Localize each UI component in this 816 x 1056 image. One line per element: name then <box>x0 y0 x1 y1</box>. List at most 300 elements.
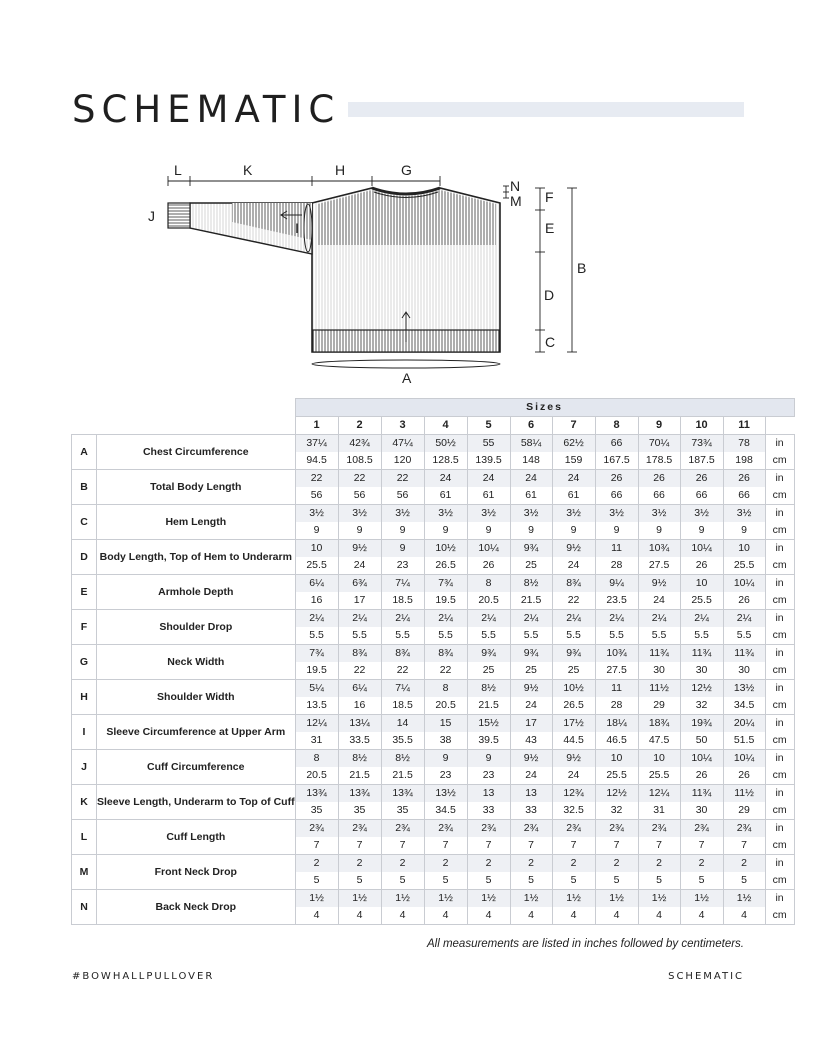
value-in: 2¼ <box>723 610 765 628</box>
value-cm: 4 <box>295 907 338 925</box>
unit-in: in <box>765 645 794 663</box>
unit-cm: cm <box>765 487 794 505</box>
value-cm: 25.5 <box>638 767 680 785</box>
value-cm: 35 <box>338 802 381 820</box>
value-cm: 5.5 <box>381 627 424 645</box>
label-E: E <box>545 220 555 236</box>
value-cm: 9 <box>680 522 723 540</box>
value-in: 2¼ <box>338 610 381 628</box>
value-in: 9 <box>424 750 467 768</box>
value-in: 3½ <box>638 505 680 523</box>
unit-cm: cm <box>765 452 794 470</box>
sweater-schematic-diagram <box>0 150 816 395</box>
value-cm: 7 <box>510 837 552 855</box>
value-in: 1½ <box>723 890 765 908</box>
value-cm: 178.5 <box>638 452 680 470</box>
value-cm: 5 <box>638 872 680 890</box>
value-in: 11 <box>595 680 638 698</box>
label-K: K <box>243 162 253 178</box>
value-cm: 61 <box>552 487 595 505</box>
value-cm: 13.5 <box>295 697 338 715</box>
measurement-letter: C <box>72 505 97 540</box>
value-cm: 4 <box>467 907 510 925</box>
value-in: 11½ <box>638 680 680 698</box>
sizes-header: Sizes <box>295 399 794 417</box>
label-M: M <box>510 193 522 209</box>
value-cm: 44.5 <box>552 732 595 750</box>
value-cm: 159 <box>552 452 595 470</box>
value-in: 2¾ <box>338 820 381 838</box>
right-dimension-lines <box>535 188 577 352</box>
value-in: 22 <box>338 470 381 488</box>
value-in: 26 <box>680 470 723 488</box>
value-cm: 7 <box>467 837 510 855</box>
value-cm: 94.5 <box>295 452 338 470</box>
value-in: 2 <box>680 855 723 873</box>
value-in: 2 <box>381 855 424 873</box>
value-cm: 120 <box>381 452 424 470</box>
value-in: 2¾ <box>424 820 467 838</box>
value-cm: 30 <box>638 662 680 680</box>
value-cm: 26 <box>723 767 765 785</box>
value-cm: 51.5 <box>723 732 765 750</box>
measurement-letter: I <box>72 715 97 750</box>
value-in: 9 <box>381 540 424 558</box>
value-cm: 25 <box>467 662 510 680</box>
value-in: 7¼ <box>381 680 424 698</box>
value-cm: 25.5 <box>680 592 723 610</box>
unit-in: in <box>765 575 794 593</box>
value-in: 1½ <box>424 890 467 908</box>
value-in: 13½ <box>723 680 765 698</box>
value-in: 2¼ <box>552 610 595 628</box>
value-cm: 56 <box>338 487 381 505</box>
value-in: 2¼ <box>381 610 424 628</box>
table-row <box>72 750 795 768</box>
value-in: 78 <box>723 435 765 453</box>
value-cm: 21.5 <box>467 697 510 715</box>
section-footer: SCHEMATIC <box>668 971 744 982</box>
value-in: 11¾ <box>680 785 723 803</box>
unit-cm: cm <box>765 907 794 925</box>
value-cm: 7 <box>424 837 467 855</box>
measurement-letter: H <box>72 680 97 715</box>
value-cm: 23 <box>467 767 510 785</box>
value-cm: 21.5 <box>338 767 381 785</box>
value-cm: 39.5 <box>467 732 510 750</box>
value-cm: 4 <box>510 907 552 925</box>
unit-in: in <box>765 820 794 838</box>
value-in: 62½ <box>552 435 595 453</box>
value-cm: 19.5 <box>424 592 467 610</box>
value-cm: 32 <box>680 697 723 715</box>
value-cm: 7 <box>595 837 638 855</box>
unit-in: in <box>765 750 794 768</box>
value-in: 2¼ <box>680 610 723 628</box>
value-in: 24 <box>467 470 510 488</box>
table-row <box>72 820 795 838</box>
unit-in: in <box>765 715 794 733</box>
value-in: 6¼ <box>338 680 381 698</box>
value-in: 9½ <box>510 680 552 698</box>
value-in: 11 <box>595 540 638 558</box>
value-cm: 56 <box>295 487 338 505</box>
label-C: C <box>545 334 556 350</box>
value-cm: 24 <box>510 767 552 785</box>
value-cm: 5 <box>467 872 510 890</box>
value-in: 7¼ <box>381 575 424 593</box>
value-in: 1½ <box>381 890 424 908</box>
value-cm: 23 <box>381 557 424 575</box>
unit-in: in <box>765 890 794 908</box>
measurement-letter: A <box>72 435 97 470</box>
value-in: 8 <box>295 750 338 768</box>
value-cm: 24 <box>638 592 680 610</box>
value-in: 3½ <box>510 505 552 523</box>
size-header-2: 2 <box>338 417 381 435</box>
unit-in: in <box>765 610 794 628</box>
value-cm: 26 <box>680 557 723 575</box>
unit-header-spacer <box>765 417 794 435</box>
value-in: 1½ <box>680 890 723 908</box>
unit-cm: cm <box>765 732 794 750</box>
value-in: 2 <box>338 855 381 873</box>
value-cm: 24 <box>510 697 552 715</box>
value-in: 7¾ <box>424 575 467 593</box>
value-cm: 167.5 <box>595 452 638 470</box>
value-cm: 5.5 <box>424 627 467 645</box>
value-cm: 5.5 <box>723 627 765 645</box>
value-cm: 5.5 <box>510 627 552 645</box>
value-cm: 19.5 <box>295 662 338 680</box>
value-cm: 24 <box>552 557 595 575</box>
value-cm: 5 <box>595 872 638 890</box>
value-in: 2¾ <box>381 820 424 838</box>
value-in: 11¾ <box>680 645 723 663</box>
measurement-letter: E <box>72 575 97 610</box>
table-row <box>72 610 795 628</box>
value-in: 3½ <box>723 505 765 523</box>
title-accent-bar <box>348 102 744 117</box>
value-in: 2¾ <box>595 820 638 838</box>
table-row <box>72 680 795 698</box>
table-row <box>72 890 795 908</box>
unit-in: in <box>765 505 794 523</box>
value-in: 12¼ <box>638 785 680 803</box>
value-in: 9¾ <box>552 645 595 663</box>
value-in: 18¼ <box>595 715 638 733</box>
measurements-table <box>71 398 795 925</box>
value-cm: 9 <box>595 522 638 540</box>
value-in: 2¼ <box>595 610 638 628</box>
value-in: 11¾ <box>638 645 680 663</box>
value-in: 9¼ <box>595 575 638 593</box>
size-header-7: 7 <box>552 417 595 435</box>
measurement-label: Front Neck Drop <box>97 855 296 890</box>
value-cm: 50 <box>680 732 723 750</box>
size-header-5: 5 <box>467 417 510 435</box>
value-in: 8¾ <box>424 645 467 663</box>
value-in: 13 <box>510 785 552 803</box>
value-cm: 28 <box>595 697 638 715</box>
value-cm: 35 <box>381 802 424 820</box>
label-A: A <box>402 370 412 386</box>
table-row <box>72 470 795 488</box>
value-cm: 7 <box>638 837 680 855</box>
value-in: 2 <box>510 855 552 873</box>
measurement-letter: L <box>72 820 97 855</box>
unit-in: in <box>765 785 794 803</box>
value-cm: 38 <box>424 732 467 750</box>
value-in: 12½ <box>595 785 638 803</box>
label-F: F <box>545 189 554 205</box>
value-in: 8½ <box>338 750 381 768</box>
value-cm: 4 <box>424 907 467 925</box>
value-cm: 9 <box>510 522 552 540</box>
value-cm: 7 <box>381 837 424 855</box>
value-cm: 61 <box>467 487 510 505</box>
value-in: 9½ <box>638 575 680 593</box>
value-cm: 29 <box>723 802 765 820</box>
unit-cm: cm <box>765 767 794 785</box>
value-in: 2¼ <box>295 610 338 628</box>
value-in: 2¾ <box>680 820 723 838</box>
value-cm: 35 <box>295 802 338 820</box>
value-cm: 47.5 <box>638 732 680 750</box>
value-cm: 61 <box>510 487 552 505</box>
table-row <box>72 505 795 523</box>
value-in: 9½ <box>338 540 381 558</box>
value-in: 55 <box>467 435 510 453</box>
value-cm: 5 <box>680 872 723 890</box>
value-in: 24 <box>510 470 552 488</box>
value-in: 8 <box>424 680 467 698</box>
size-header-4: 4 <box>424 417 467 435</box>
value-in: 9¾ <box>510 645 552 663</box>
value-cm: 9 <box>295 522 338 540</box>
unit-cm: cm <box>765 627 794 645</box>
value-cm: 17 <box>338 592 381 610</box>
value-in: 22 <box>295 470 338 488</box>
value-in: 1½ <box>295 890 338 908</box>
value-cm: 25.5 <box>295 557 338 575</box>
value-cm: 7 <box>680 837 723 855</box>
value-cm: 26 <box>680 767 723 785</box>
value-in: 10¼ <box>723 575 765 593</box>
value-cm: 9 <box>638 522 680 540</box>
value-in: 2¾ <box>723 820 765 838</box>
value-in: 73¾ <box>680 435 723 453</box>
value-cm: 30 <box>680 662 723 680</box>
value-in: 3½ <box>338 505 381 523</box>
value-in: 10¾ <box>638 540 680 558</box>
unit-cm: cm <box>765 802 794 820</box>
value-cm: 22 <box>381 662 424 680</box>
value-in: 6¾ <box>338 575 381 593</box>
value-cm: 24 <box>338 557 381 575</box>
value-in: 10¼ <box>723 750 765 768</box>
sweater-sleeve <box>168 203 312 254</box>
unit-cm: cm <box>765 522 794 540</box>
value-cm: 30 <box>680 802 723 820</box>
top-dimension-line <box>168 176 440 186</box>
value-cm: 148 <box>510 452 552 470</box>
table-row <box>72 540 795 558</box>
value-in: 2 <box>638 855 680 873</box>
value-cm: 20.5 <box>295 767 338 785</box>
value-cm: 24 <box>552 767 595 785</box>
value-cm: 26.5 <box>424 557 467 575</box>
measurement-letter: B <box>72 470 97 505</box>
value-in: 2 <box>595 855 638 873</box>
label-D: D <box>544 287 555 303</box>
value-cm: 5 <box>424 872 467 890</box>
value-cm: 26 <box>723 592 765 610</box>
value-in: 10½ <box>552 680 595 698</box>
measurement-label: Hem Length <box>97 505 296 540</box>
value-in: 2¼ <box>424 610 467 628</box>
value-in: 1½ <box>338 890 381 908</box>
value-in: 10¼ <box>680 750 723 768</box>
measurement-label: Cuff Circumference <box>97 750 296 785</box>
table-row <box>72 435 795 453</box>
table-row <box>72 575 795 593</box>
value-cm: 139.5 <box>467 452 510 470</box>
sweater-body <box>312 188 500 368</box>
value-cm: 5 <box>295 872 338 890</box>
measurement-label: Armhole Depth <box>97 575 296 610</box>
value-cm: 9 <box>338 522 381 540</box>
value-cm: 22 <box>552 592 595 610</box>
value-in: 10 <box>723 540 765 558</box>
value-in: 2¾ <box>510 820 552 838</box>
value-cm: 27.5 <box>638 557 680 575</box>
page-title: SCHEMATIC <box>72 88 341 131</box>
value-in: 6¼ <box>295 575 338 593</box>
measurement-label: Body Length, Top of Hem to Underarm <box>97 540 296 575</box>
measurement-letter: M <box>72 855 97 890</box>
value-cm: 9 <box>424 522 467 540</box>
hashtag-footer: #BOWHALLPULLOVER <box>72 971 215 982</box>
value-cm: 25 <box>510 662 552 680</box>
table-row <box>72 715 795 733</box>
value-cm: 66 <box>680 487 723 505</box>
value-cm: 25.5 <box>723 557 765 575</box>
value-cm: 4 <box>595 907 638 925</box>
value-cm: 33.5 <box>338 732 381 750</box>
value-in: 2¼ <box>510 610 552 628</box>
value-cm: 5 <box>338 872 381 890</box>
value-in: 50½ <box>424 435 467 453</box>
value-in: 11½ <box>723 785 765 803</box>
value-cm: 25 <box>552 662 595 680</box>
value-in: 37¼ <box>295 435 338 453</box>
value-in: 19¾ <box>680 715 723 733</box>
value-in: 3½ <box>424 505 467 523</box>
value-in: 26 <box>638 470 680 488</box>
unit-in: in <box>765 855 794 873</box>
value-cm: 9 <box>381 522 424 540</box>
value-in: 42¾ <box>338 435 381 453</box>
value-in: 7¾ <box>295 645 338 663</box>
measurement-letter: F <box>72 610 97 645</box>
value-in: 24 <box>552 470 595 488</box>
value-cm: 26 <box>467 557 510 575</box>
value-in: 47¼ <box>381 435 424 453</box>
measurement-letter: D <box>72 540 97 575</box>
value-in: 10 <box>638 750 680 768</box>
value-cm: 16 <box>295 592 338 610</box>
value-cm: 108.5 <box>338 452 381 470</box>
label-L: L <box>174 162 182 178</box>
value-in: 12¾ <box>552 785 595 803</box>
value-cm: 4 <box>638 907 680 925</box>
value-cm: 9 <box>467 522 510 540</box>
value-cm: 5 <box>552 872 595 890</box>
label-B: B <box>577 260 587 276</box>
value-cm: 34.5 <box>723 697 765 715</box>
value-cm: 22 <box>424 662 467 680</box>
sizes-header-row <box>72 399 795 417</box>
value-in: 10½ <box>424 540 467 558</box>
value-in: 8½ <box>510 575 552 593</box>
size-header-9: 9 <box>638 417 680 435</box>
value-cm: 4 <box>381 907 424 925</box>
value-in: 8½ <box>467 680 510 698</box>
value-cm: 33 <box>510 802 552 820</box>
measurement-label: Cuff Length <box>97 820 296 855</box>
value-in: 2 <box>424 855 467 873</box>
value-cm: 5.5 <box>638 627 680 645</box>
value-in: 1½ <box>467 890 510 908</box>
value-in: 9¾ <box>467 645 510 663</box>
measurement-label: Shoulder Drop <box>97 610 296 645</box>
unit-in: in <box>765 470 794 488</box>
value-cm: 7 <box>295 837 338 855</box>
value-in: 10¾ <box>595 645 638 663</box>
value-cm: 66 <box>638 487 680 505</box>
value-cm: 18.5 <box>381 592 424 610</box>
value-cm: 33 <box>467 802 510 820</box>
value-cm: 5.5 <box>680 627 723 645</box>
value-in: 2 <box>295 855 338 873</box>
size-header-6: 6 <box>510 417 552 435</box>
value-cm: 26.5 <box>552 697 595 715</box>
value-in: 2¼ <box>638 610 680 628</box>
value-in: 14 <box>381 715 424 733</box>
value-in: 8¾ <box>381 645 424 663</box>
value-in: 9 <box>467 750 510 768</box>
value-in: 1½ <box>638 890 680 908</box>
value-in: 10 <box>680 575 723 593</box>
value-cm: 7 <box>723 837 765 855</box>
value-cm: 28 <box>595 557 638 575</box>
value-cm: 7 <box>552 837 595 855</box>
value-cm: 5.5 <box>295 627 338 645</box>
size-header-3: 3 <box>381 417 424 435</box>
value-cm: 4 <box>680 907 723 925</box>
value-cm: 23.5 <box>595 592 638 610</box>
value-cm: 25.5 <box>595 767 638 785</box>
value-in: 26 <box>595 470 638 488</box>
value-in: 9½ <box>552 750 595 768</box>
value-in: 17½ <box>552 715 595 733</box>
value-in: 8 <box>467 575 510 593</box>
value-in: 22 <box>381 470 424 488</box>
value-cm: 66 <box>723 487 765 505</box>
value-in: 1½ <box>510 890 552 908</box>
value-cm: 21.5 <box>510 592 552 610</box>
